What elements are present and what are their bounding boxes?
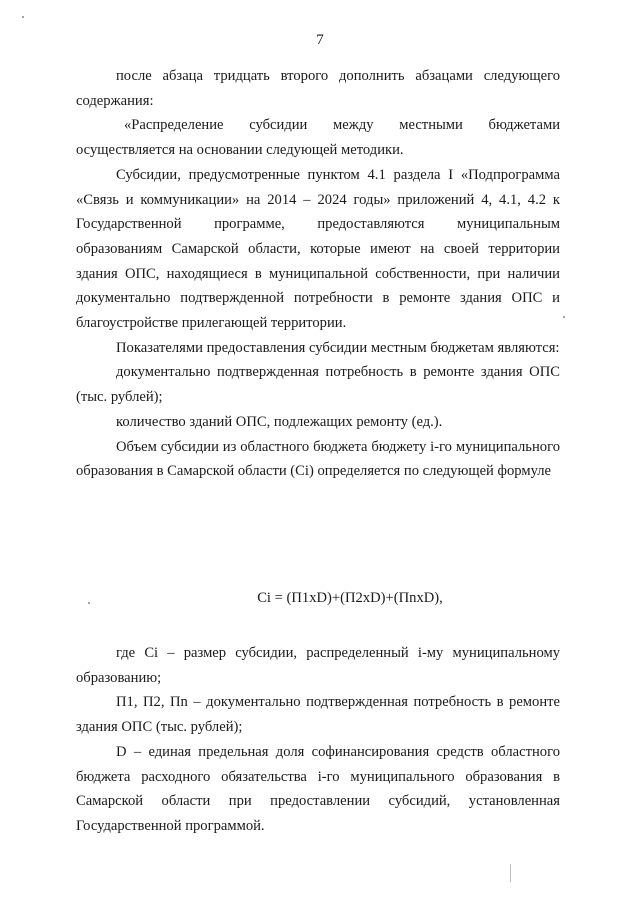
scan-mark — [510, 864, 511, 882]
scan-speck — [22, 16, 24, 18]
page-number: 7 — [316, 32, 324, 48]
body-text-bottom — [76, 641, 560, 839]
paragraph-subsidies: Субсидии, предусмотренные пунктом 4.1 раздела I «Подпрограмма «Связь и коммуникации» на 2014 – 2024 годы» приложений 4, 4.1, 4.2 к Государственной программе, предоставляются муниципальным образованиям Самарской области, которые имеют на своей территории здания ОПС, находящиеся в муниципальной собственности, при наличии документально подтвержденной потребности в ремонте здания ОПС и благоустройстве прилегающей территории. — [76, 166, 560, 332]
paragraph-definition-p: П1, П2, Пn – документально подтвержденная потребность в ремонте здания ОПС (тыс. рублей); — [76, 694, 560, 736]
paragraph-indicator-need: документально подтвержденная потребность в ремонте здания ОПС (тыс. рублей); — [76, 364, 560, 406]
paragraph-volume: Объем субсидии из областного бюджета бюджету i-го муниципального образования в Самарской области (Ci) определяется по следующей формуле — [76, 438, 560, 480]
scan-speck — [88, 602, 90, 604]
paragraph-definition-ci: где Ci – размер субсидии, распределенный i-му муниципальному образованию; — [76, 645, 560, 686]
paragraph-indicator-count: количество зданий ОПС, подлежащих ремонту (ед.). — [116, 413, 443, 430]
formula: Ci = (П1xD)+(П2xD)+(ПnxD), — [257, 590, 443, 606]
paragraph-intro: после абзаца тридцать второго дополнить абзацами следующего содержания: — [76, 68, 560, 109]
scan-speck — [563, 316, 565, 318]
paragraph-distribution: «Распределение субсидии между местными бюджетами осуществляется на основании следующей методики. — [76, 117, 560, 159]
body-text-top — [76, 64, 560, 484]
paragraph-indicators: Показателями предоставления субсидии местным бюджетам являются: — [116, 339, 560, 356]
paragraph-definition-d: D – единая предельная доля софинансирования средств областного бюджета расходного обязательства i-го муниципального образования в Самарской области при предоставлении субсидий, установленная Государственной программой. — [76, 743, 560, 834]
